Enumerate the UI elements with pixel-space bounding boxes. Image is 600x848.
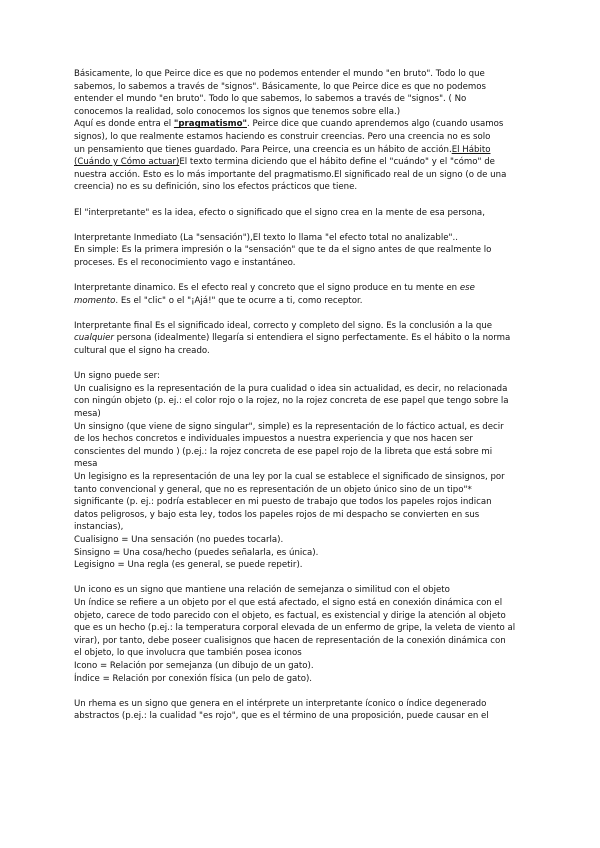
- text-run: Interpretante dinamico. Es el efecto real y concreto que el signo produce en tu mente en: [74, 283, 460, 294]
- text-line: el objeto, lo que involucra que también posea iconos: [74, 648, 302, 659]
- text-line: [74, 118, 524, 131]
- text-line: Un sinsigno (que viene de signo singular", simple) es la representación de lo fáctico actual, es decir: [74, 421, 504, 432]
- text-line: [74, 156, 524, 169]
- text-line: objeto, carece de todo parecido con el objeto, es factual, es existencial y dirige la atención al objeto: [74, 610, 506, 621]
- text-line: Un signo puede ser:: [74, 371, 160, 382]
- text-line: de los hechos concretos e individuales impuestos a nuestra experiencia y que nos hacen ser: [74, 434, 473, 445]
- text-line: nuestra acción. Esto es lo más importante del pragmatismo.El significado real de un signo (o de una: [74, 169, 507, 180]
- italic-run: cualquier: [74, 333, 114, 344]
- text-line: instancias),: [74, 522, 124, 533]
- text-line: con ningún objeto (p. ej.: el color rojo o la rojez, no la rojez concreta de ese papel que tengo sobre la: [74, 396, 509, 407]
- paragraph-pragmatismo: [74, 118, 524, 194]
- italic-run: ese: [459, 283, 475, 294]
- text-line: Icono = Relación por semejanza (un dibujo de un gato).: [74, 660, 314, 671]
- text-line: signos), lo que realmente estamos haciendo es construir creencias. Pero una creencia no es solo: [74, 131, 491, 142]
- text-line: conscientes del mundo ) (p.ej.: la rojez concreta de ese papel rojo de la libreta que está sobre mi: [74, 446, 493, 457]
- text-line: creencia) no es su definición, sino los efectos prácticos que tiene.: [74, 182, 358, 193]
- text-line: datos peligrosos, y bajo esta ley, todos los papeles rojos de mi despacho se convierten en sus: [74, 509, 480, 520]
- text-line: Interpretante Inmediato (La "sensación"),El texto lo llama "el efecto total no analizable"..: [74, 232, 458, 243]
- text-line: conocemos la realidad, solo conocemos los signos que tenemos sobre ella.): [74, 106, 401, 117]
- paragraph-icono-indice: [74, 584, 524, 685]
- text-line: virar), por tanto, debe poseer cualisignos que hacen de representación de la conexión dinámica con: [74, 635, 506, 646]
- text-run: . Peirce dice que cuando aprendemos algo (cuando usamos: [247, 119, 504, 130]
- text-line: mesa): [74, 409, 101, 420]
- text-line: proceses. Es el reconocimiento vago e instantáneo.: [74, 257, 296, 268]
- text-line: Un cualisigno es la representación de la pura cualidad o idea sin actualidad, es decir, no relacionada: [74, 383, 508, 394]
- text-line: entender el mundo "en bruto". Todo lo que sabemos, lo sabemos a través de "signos". ( No: [74, 94, 467, 105]
- text-line: Un índice se refiere a un objeto por el que está afectado, el signo está en conexión dinámica con el: [74, 597, 503, 608]
- text-line: [74, 332, 524, 345]
- text-line: Legisigno = Una regla (es general, se puede repetir).: [74, 560, 303, 571]
- text-line: Cualisigno = Una sensación (no puedes tocarla).: [74, 534, 284, 545]
- paragraph-interpretante-inmediato: [74, 232, 524, 270]
- text-run: . Es el "clic" o el "¡Ajá!" que te ocurre a ti, como receptor.: [115, 295, 363, 306]
- text-line: abstractos (p.ej.: la cualidad "es rojo", que es el término de una proposición, puede causar en el: [74, 711, 489, 722]
- link-el-habito[interactable]: El Hábito: [451, 144, 491, 155]
- text-line: En simple: Es la primera impresión o la "sensación" que te da el signo antes de que realmente lo: [74, 245, 492, 256]
- text-line: Sinsigno = Una cosa/hecho (puedes señalarla, es única).: [74, 547, 319, 558]
- text-line: sabemos, lo sabemos a través de "signos". Básicamente, lo que Peirce dice es que no podemos: [74, 81, 487, 92]
- text-line: [74, 282, 524, 295]
- text-line: [74, 295, 524, 308]
- text-line: Un rhema es un signo que genera en el intérprete un interpretante íconico o índice degenerado: [74, 698, 487, 709]
- text-line: El "interpretante" es la idea, efecto o significado que el signo crea en la mente de esa persona,: [74, 207, 485, 218]
- text-line: mesa: [74, 459, 98, 470]
- text-run: persona (idealmente) llegaría si entendiera el signo perfectamente. Es el hábito o la norma: [113, 333, 511, 344]
- text-run: El texto termina diciendo que el hábito define el "cuándo" y el "cómo" de: [179, 157, 495, 168]
- paragraph-interpretante-dinamico: [74, 282, 524, 307]
- text-line: significante (p. ej.: podría establecer en mi puesto de trabajo que todos los papeles rojos indican: [74, 497, 492, 508]
- text-line: [74, 144, 524, 157]
- text-line: Índice = Relación por conexión física (un pelo de gato).: [74, 673, 313, 684]
- text-line: que es un hecho (p.ej.: la temperatura corporal elevada de un enfermo de gripe, la veleta de viento al: [74, 623, 516, 634]
- paragraph-tipos-de-signo: [74, 370, 524, 572]
- paragraph-interpretante: [74, 207, 524, 220]
- paragraph-rhema: [74, 698, 524, 723]
- text-line: Un legisigno es la representación de una ley por la cual se establece el significado de sinsignos, por: [74, 472, 505, 482]
- link-cuando-como-actuar[interactable]: (Cuándo y Cómo actuar): [74, 157, 180, 168]
- text-run: Aquí es donde entra el: [74, 119, 174, 130]
- text-line: Interpretante final Es el significado ideal, correcto y completo del signo. Es la conclusión a la que: [74, 320, 493, 331]
- text-line: Básicamente, lo que Peirce dice es que no podemos entender el mundo "en bruto". Todo lo que: [74, 69, 485, 79]
- text-line: tanto convencional y general, que no es representación de un objeto único sino de un tipo"*: [74, 484, 472, 495]
- text-line: cultural que el signo ha creado.: [74, 346, 210, 357]
- link-pragmatismo[interactable]: "pragmatismo": [173, 119, 247, 130]
- italic-run: momento: [74, 295, 116, 306]
- paragraph-intro: [74, 68, 524, 118]
- text-line: Un icono es un signo que mantiene una relación de semejanza o similitud con el objeto: [74, 585, 450, 596]
- paragraph-interpretante-final: [74, 320, 524, 358]
- text-run: un pensamiento que tienes guardado. Para Peirce, una creencia es un hábito de acción.: [74, 144, 452, 155]
